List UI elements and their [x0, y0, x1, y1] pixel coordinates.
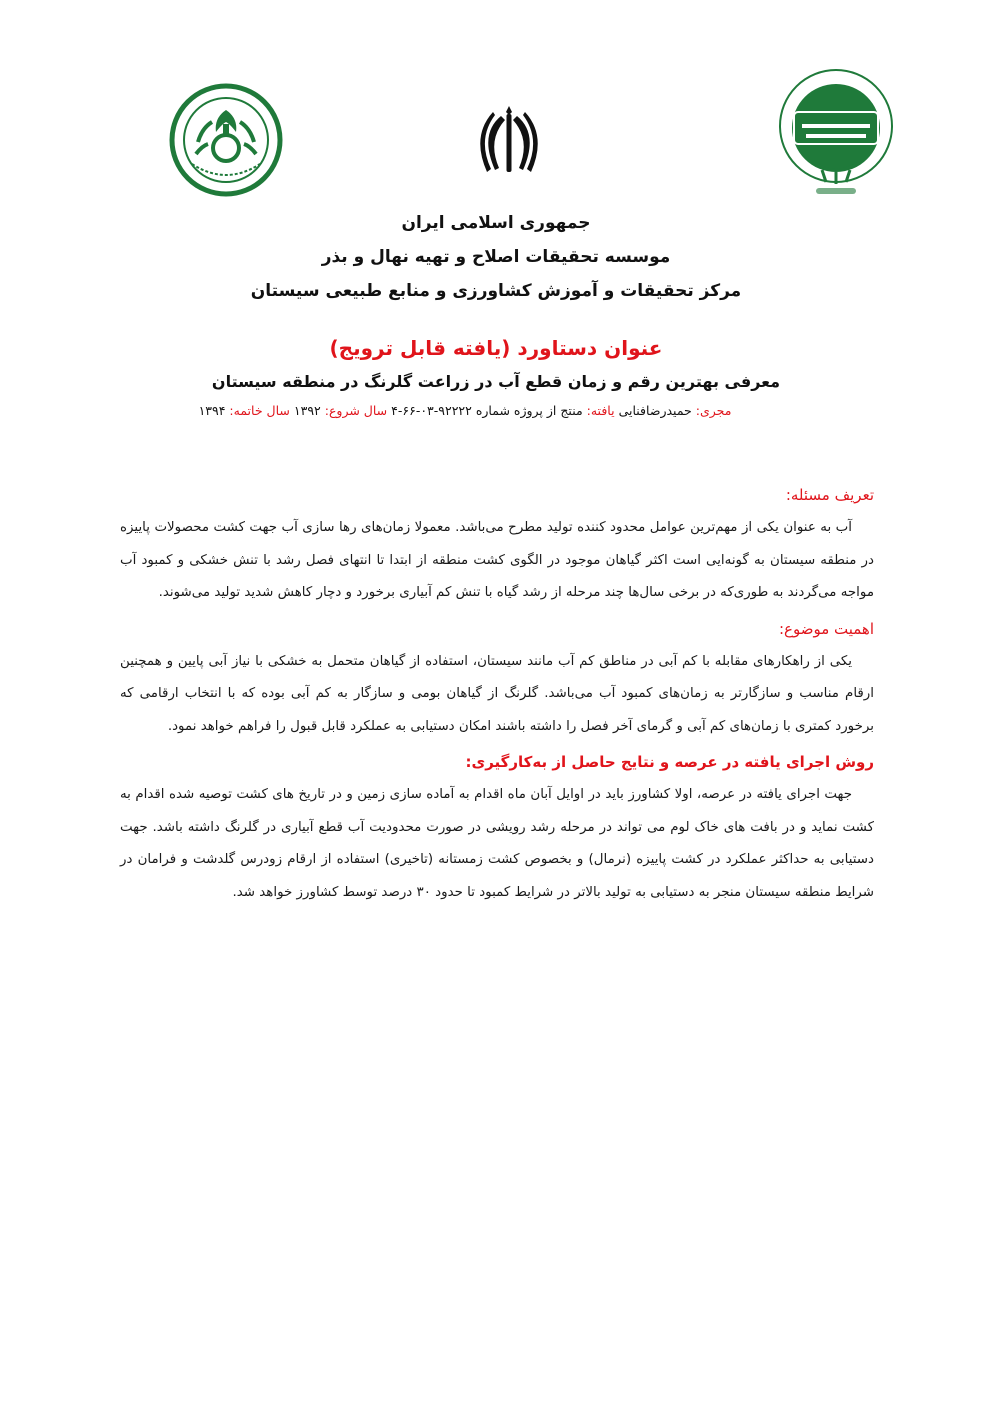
start-year-value: ۱۳۹۲ — [289, 403, 325, 418]
institute-name: موسسه تحقیقات اصلاح و تهیه نهال و بذر — [321, 247, 671, 267]
country-name: جمهوری اسلامی ایران — [401, 213, 591, 233]
start-year-label: سال شروع: — [324, 403, 388, 418]
institute-logo — [168, 82, 284, 198]
jihad-agriculture-logo — [776, 66, 896, 200]
end-year-value: ۱۳۹۴ — [198, 403, 230, 418]
finding-value: منتج از پروژه شماره ۹۲۲۲۲-۰۳-۶۶-۴ — [387, 403, 587, 418]
section-text-method: جهت اجرای یافته در عرصه، اولا کشاورز باید در اوایل آبان ماه اقدام به آماده سازی زمین و در تاریخ های کشت توصیه شده اقدام به کشت نماید و در بافت های خاک لوم می تواند در مرحله رشد رویشی در صورت محدودیت آب قطع آبیاری در گلرنگ داشته باشد. جهت دستیابی به حداکثر عملکرد در کشت پاییزه (نرمال) و بخصوص کشت زمستانه (تاخیری) استفاده از ارقام زودرس گلدشت و فرامان در شرایط منطقه سیستان منجر به دستیابی به تولید بالاتر در شرایط کمبود تا حدود ۳۰ درصد توسط کشاورز خواهد شد. — [120, 787, 874, 900]
section-heading-method: روش اجرای یافته در عرصه و نتایج حاصل از به‌کارگیری: — [465, 753, 874, 771]
executor-label: مجری: — [695, 403, 732, 418]
achievement-subtitle: معرفی بهترین رقم و زمان قطع آب در زراعت گلرنگ در منطقه سیستان — [211, 372, 781, 391]
finding-label: یافته: — [586, 403, 615, 418]
document-body — [120, 480, 874, 913]
center-name: مرکز تحقیقات و آموزش کشاورزی و منابع طبیعی سیستان — [250, 281, 742, 301]
iran-emblem-icon — [471, 102, 547, 178]
achievement-title: عنوان دستاورد (یافته قابل ترویج) — [329, 336, 663, 360]
project-meta — [120, 403, 810, 418]
executor-value: حمیدرضافنایی — [614, 403, 696, 418]
section-text-importance: یکی از راهکارهای مقابله با کم آبی در مناطق کم آب مانند سیستان، استفاده از گیاهان متحمل به خشکی با نیاز آبی پایین و همچنین ارقام مناسب و سازگارتر به زمان‌های کمبود آب می‌باشد. گلرنگ از گیاهان بومی و سازگار به کم آبی بوده که با انتخاب ارقامی که برخورد کمتری با زمان‌های کم آبی و گرمای آخر فصل را داشته باشند امکان دستیابی به عملکرد قابل قبول را فراهم خواهد نمود. — [120, 653, 874, 734]
header — [96, 206, 896, 308]
section-heading-problem: تعریف مسئله: — [785, 486, 874, 504]
end-year-label: سال خاتمه: — [229, 403, 290, 418]
section-text-problem: آب به عنوان یکی از مهم‌ترین عوامل محدود کننده تولید مطرح می‌باشد. معمولا زمان‌های رها سازی آب جهت کشت محصولات پاییزه در منطقه سیستان به گونه‌ایی است اکثر گیاهان موجود در الگوی کشت منطقه از ابتدا تا انتهای فصل رشد با تنش خشکی و کمبود آب مواجه می‌گردند به طوری‌که در برخی سال‌ها چند مرحله از رشد گیاه با تنش کم آبیاری برخورد و دچار کاهش شدید تولید می‌شوند. — [120, 520, 874, 600]
section-heading-importance: اهمیت موضوع: — [778, 619, 874, 638]
